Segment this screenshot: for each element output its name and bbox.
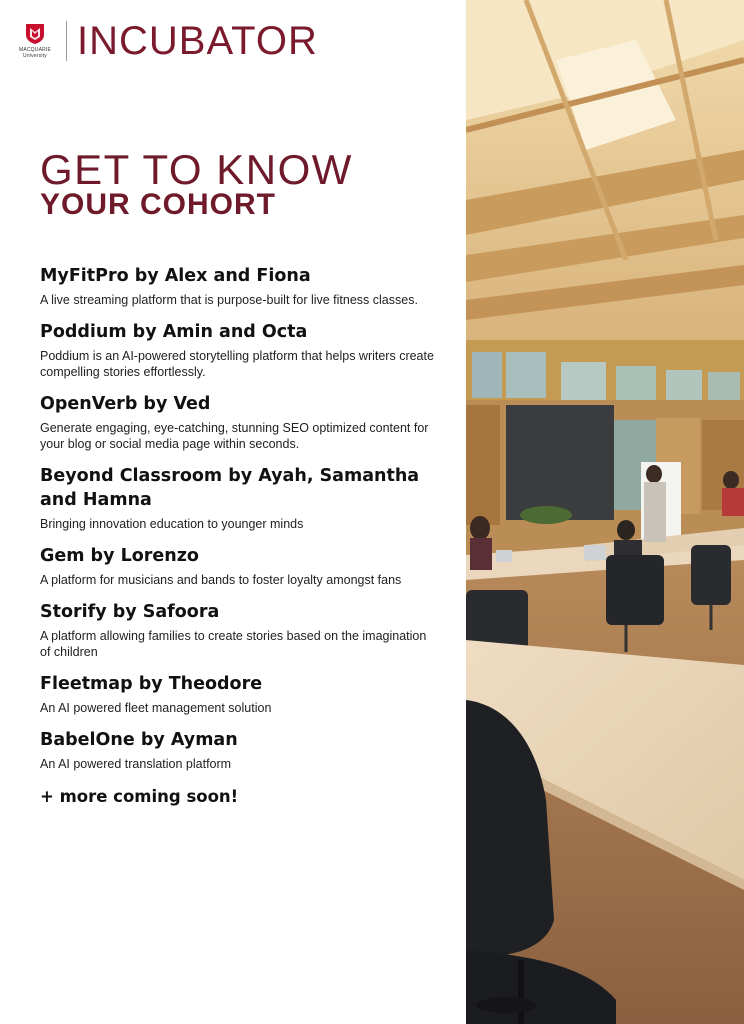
startup-description: Generate engaging, eye-catching, stunning SEO optimized content for your blog or social media page within seconds. (40, 421, 429, 451)
startup-title: Fleetmap by Theodore (40, 674, 263, 694)
startup-description: A platform for musicians and bands to foster loyalty amongst fans (40, 573, 402, 587)
startup-title: Beyond Classroom by Ayah, Samantha and Hamna (40, 466, 420, 510)
office-interior-image (466, 0, 744, 1024)
logo-divider (66, 21, 67, 61)
startup-description: Bringing innovation education to younger minds (40, 517, 304, 531)
macquarie-shield-icon (25, 23, 45, 45)
list-item (40, 672, 440, 716)
startup-title: OpenVerb by Ved (40, 394, 211, 414)
university-line-1: MACQUARIE (18, 47, 52, 53)
list-item (40, 544, 440, 588)
startup-title: MyFitPro by Alex and Fiona (40, 266, 311, 286)
page-title-line-1: GET TO KNOW (40, 146, 353, 193)
startup-description: An AI powered fleet management solution (40, 701, 272, 715)
startup-description: An AI powered translation platform (40, 757, 232, 771)
startup-title: Gem by Lorenzo (40, 546, 199, 566)
list-item (40, 264, 440, 308)
startup-title: BabelOne by Ayman (40, 730, 238, 750)
list-item (40, 600, 440, 660)
list-item (40, 320, 440, 380)
list-item (40, 464, 440, 532)
program-name: INCUBATOR (77, 19, 318, 63)
header-logo (14, 18, 318, 64)
macquarie-logo (14, 23, 56, 59)
list-item (40, 392, 440, 452)
startup-description: Poddium is an AI-powered storytelling platform that helps writers create compelling stories effortlessly. (40, 349, 434, 379)
more-coming-note: + more coming soon! (40, 787, 239, 806)
university-line-2: University (23, 53, 47, 59)
coworking-space-photo (466, 0, 744, 1024)
startup-description: A live streaming platform that is purpose-built for live fitness classes. (40, 293, 418, 307)
page-title-line-2: YOUR COHORT (40, 188, 276, 221)
cohort-list (40, 264, 440, 808)
startup-title: Storify by Safoora (40, 602, 220, 622)
list-item (40, 728, 440, 772)
startup-description: A platform allowing families to create stories based on the imagination of children (40, 629, 427, 659)
university-name (19, 47, 51, 59)
startup-title: Poddium by Amin and Octa (40, 322, 308, 342)
